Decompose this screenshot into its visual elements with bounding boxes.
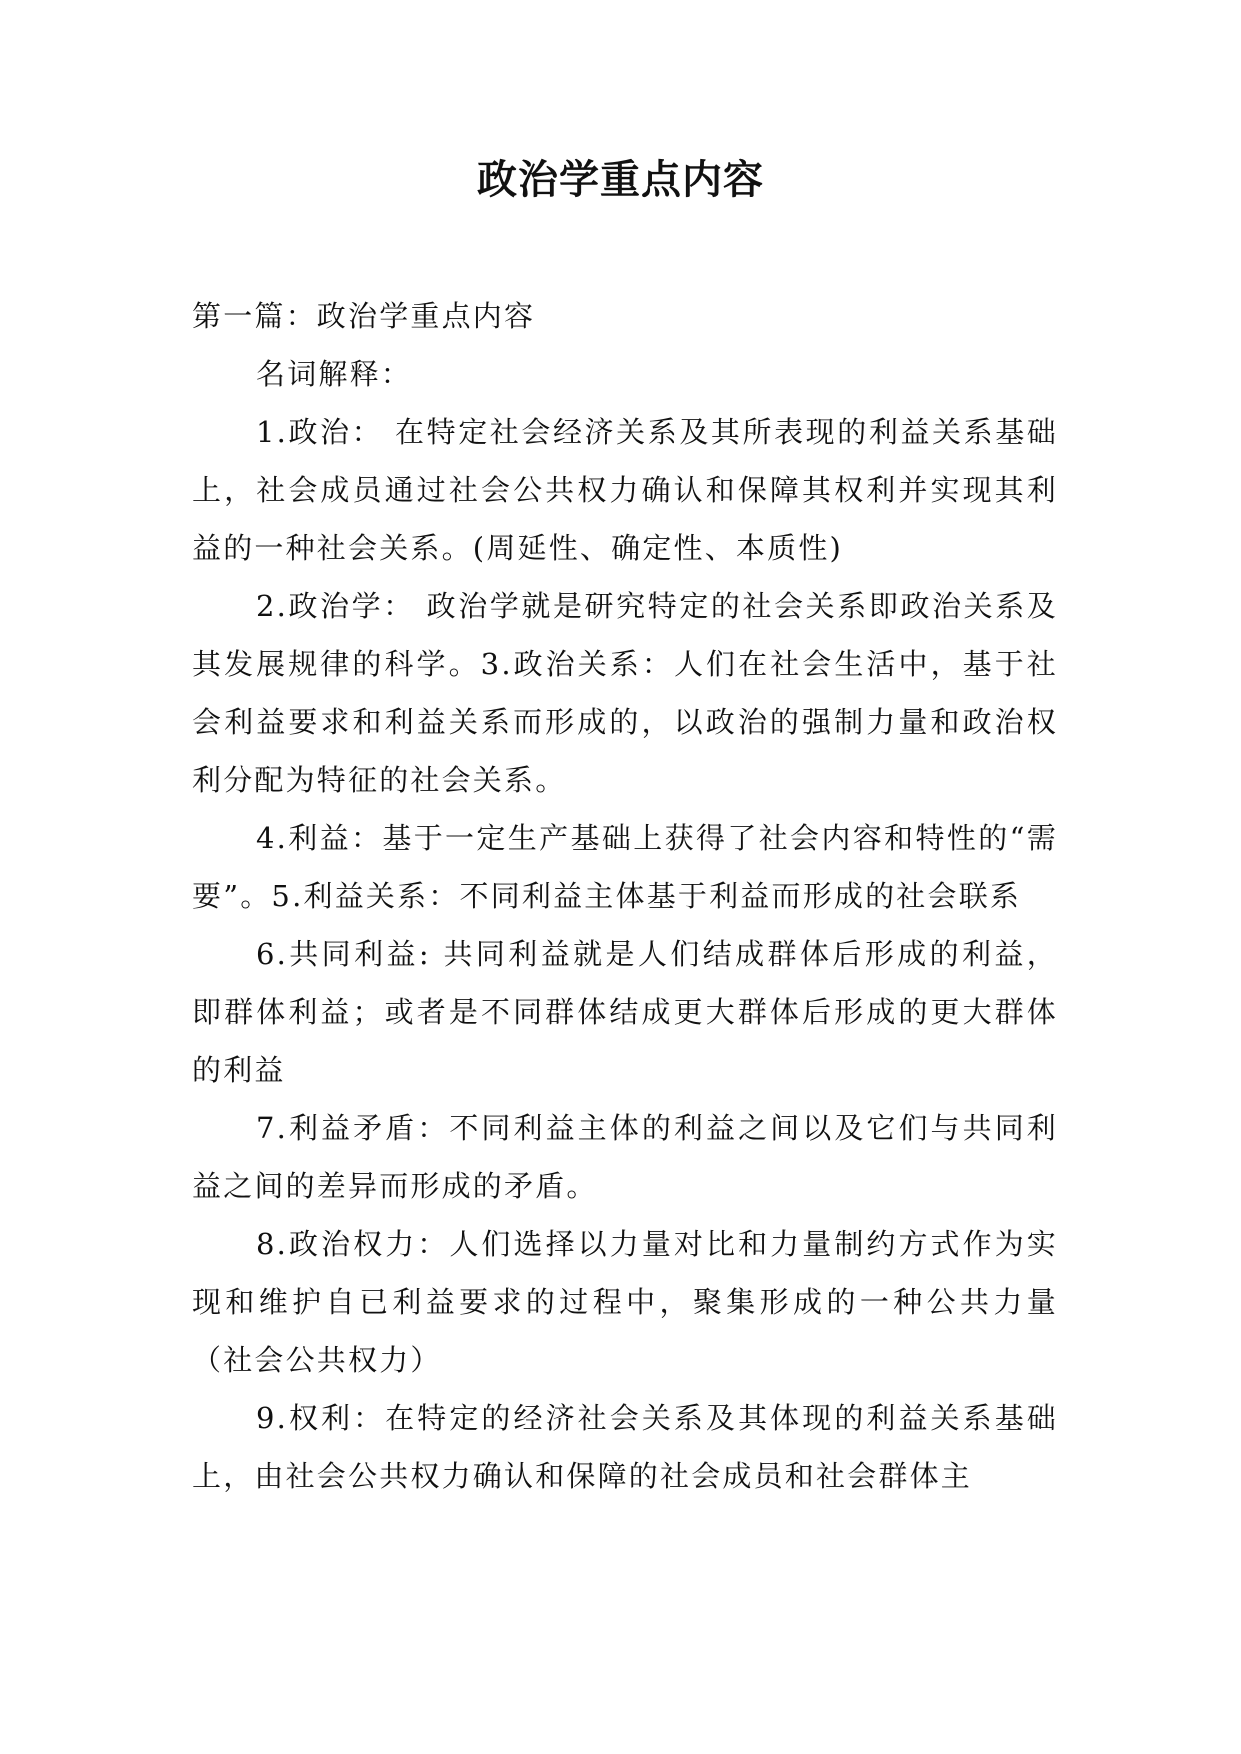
definition-paragraph: 2.政治学： 政治学就是研究特定的社会关系即政治关系及其发展规律的科学。3.政治关系：人们在社会生活中，基于社会利益要求和利益关系而形成的，以政治的强制力量和政治权利分配为特征的社会关系。 <box>192 589 1058 797</box>
definition-paragraph: 6.共同利益: 共同利益就是人们结成群体后形成的利益，即群体利益；或者是不同群体结成更大群体后形成的更大群体的利益 <box>192 937 1058 1087</box>
definition-paragraph: 9.权利：在特定的经济社会关系及其体现的利益关系基础上，由社会公共权力确认和保障的社会成员和社会群体主 <box>192 1401 1058 1493</box>
definition-paragraph: 8.政治权力：人们选择以力量对比和力量制约方式作为实现和维护自已利益要求的过程中，聚集形成的一种公共力量（社会公共权力） <box>192 1227 1058 1377</box>
subheading-definitions: 名词解释： <box>256 357 413 391</box>
definition-paragraph: 7.利益矛盾：不同利益主体的利益之间以及它们与共同利益之间的差异而形成的矛盾。 <box>192 1111 1058 1203</box>
document-body <box>192 287 1058 1505</box>
definition-paragraph: 4.利益：基于一定生产基础上获得了社会内容和特性的“需要”。5.利益关系：不同利益主体基于利益而形成的社会联系 <box>192 821 1058 913</box>
document-title: 政治学重点内容 <box>477 156 764 203</box>
section-heading: 第一篇：政治学重点内容 <box>192 299 536 333</box>
definition-paragraph: 1.政治： 在特定社会经济关系及其所表现的利益关系基础上，社会成员通过社会公共权力确认和保障其权利并实现其利益的一种社会关系。(周延性、确定性、本质性) <box>192 415 1058 565</box>
